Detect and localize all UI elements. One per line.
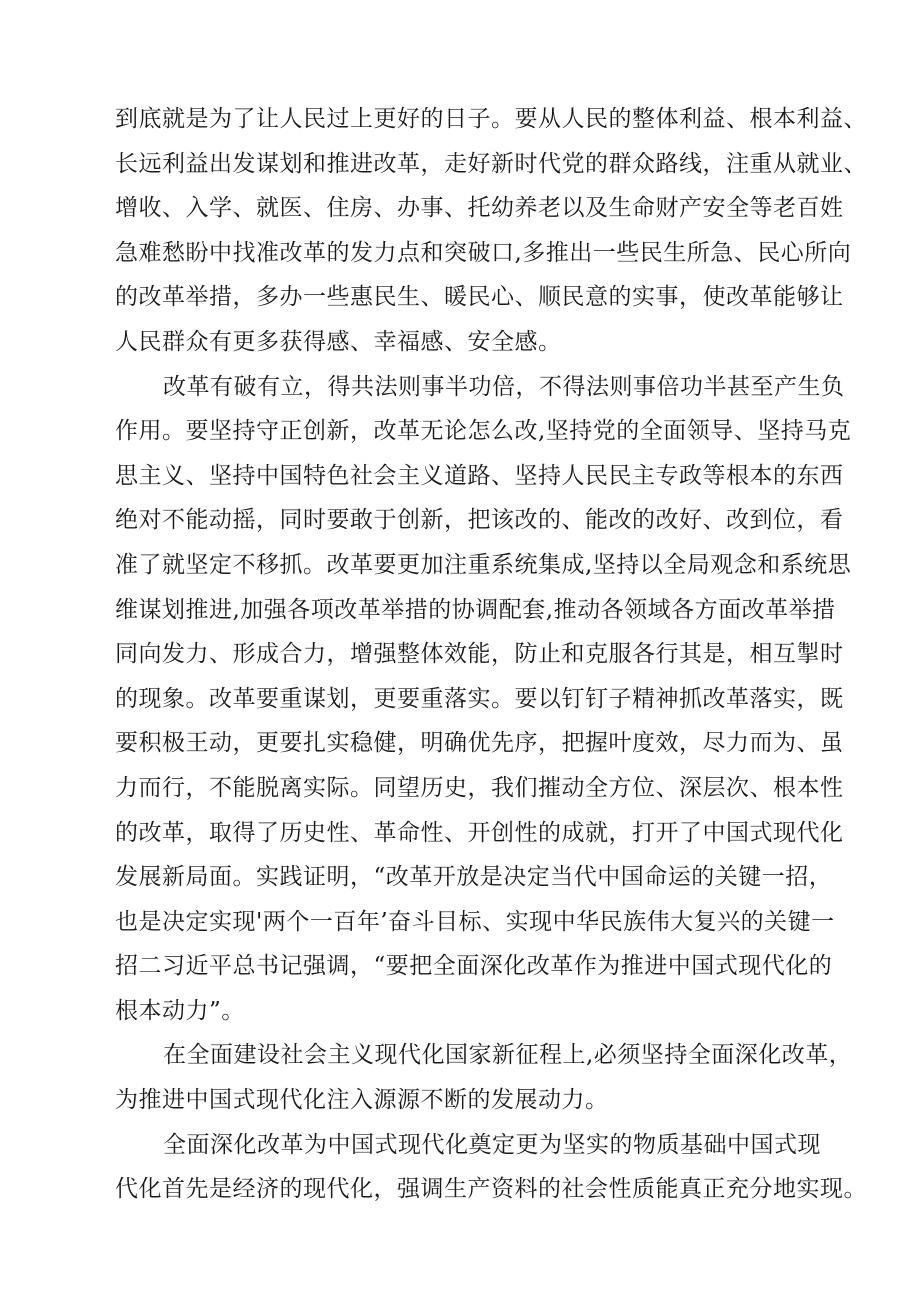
- text-line: 思主义、坚持中国特色社会主义道路、坚持人民民主专政等根本的东西: [115, 462, 844, 489]
- text-line: 也是决定实现'两个一百年’奋斗目标、实现中华民族伟大复兴的关键一: [115, 908, 835, 935]
- text-line: 增收、入学、就医、住房、办事、托幼养老以及生命财产安全等老百姓: [115, 195, 844, 222]
- text-line: 的现象。改革要重谋划，更要重落实。要以钉钉子精神抓改革落实，既: [115, 685, 844, 712]
- text-line: 发展新局面。实践证明，“改革开放是决定当代中国命运的关键一招，: [115, 864, 833, 891]
- text-line: 根本动力”。: [115, 997, 245, 1024]
- paragraph-first-line: 在全面建设社会主义现代化国家新征程上,必须坚持全面深化改革，: [163, 1042, 853, 1069]
- document-body-text: [115, 97, 867, 1212]
- text-line: 长远利益出发谋划和推进改革，走好新时代党的群众路线，注重从就业、: [115, 150, 867, 177]
- text-line: 代化首先是经济的现代化，强调生产资料的社会性质能真正充分地实现。: [115, 1176, 867, 1203]
- paragraph-first-line: 改革有破有立，得共法则事半功倍，不得法则事倍功半甚至产生负: [163, 373, 845, 400]
- text-line: 作用。要坚持守正创新，改革无论怎么改,坚持党的全面领导、坚持马克: [115, 418, 852, 445]
- text-line: 到底就是为了让人民过上更好的日子。要从人民的整体利益、根本利益、: [115, 106, 867, 132]
- text-line: 为推进中国式现代化注入源源不断的发展动力。: [115, 1087, 609, 1114]
- text-line: 急难愁盼中找准改革的发力点和突破口,多推出一些民生所急、民心所向: [115, 239, 852, 266]
- text-line: 要积极王动，更要扎实稳健，明确优先序，把握叶度效，尽力而为、虽: [115, 730, 844, 757]
- text-line: 绝对不能动摇，同时要敢于创新，把该改的、能改的改好、改到位，看: [115, 507, 844, 534]
- text-line: 准了就坚定不移抓。改革要更加注重系统集成,坚持以全局观念和系统思: [115, 551, 852, 578]
- text-line: 的改革举措，多办一些惠民生、暖民心、顺民意的实事，使改革能够让: [115, 284, 844, 311]
- text-line: 人民群众有更多获得感、幸福感、安全感。: [115, 328, 562, 355]
- text-line: 的改革，取得了历史性、革命性、开创性的成就，打开了中国式现代化: [115, 819, 844, 846]
- text-line: 维谋划推进,加强各项改革举措的协调配套,推动各领域各方面改革举措: [115, 596, 836, 623]
- text-line: 招二习近平总书记强调，“要把全面深化改革作为推进中国式现代化的: [115, 953, 833, 980]
- text-line: 同向发力、形成合力，增强整体效能，防止和克服各行其是，相互掣时: [115, 641, 844, 668]
- paragraph-first-line: 全面深化改革为中国式现代化奠定更为坚实的物质基础中国式现: [163, 1131, 821, 1158]
- text-line: 力而行，不能脱离实际。同望历史，我们摧动全方位、深层次、根本性: [115, 774, 844, 801]
